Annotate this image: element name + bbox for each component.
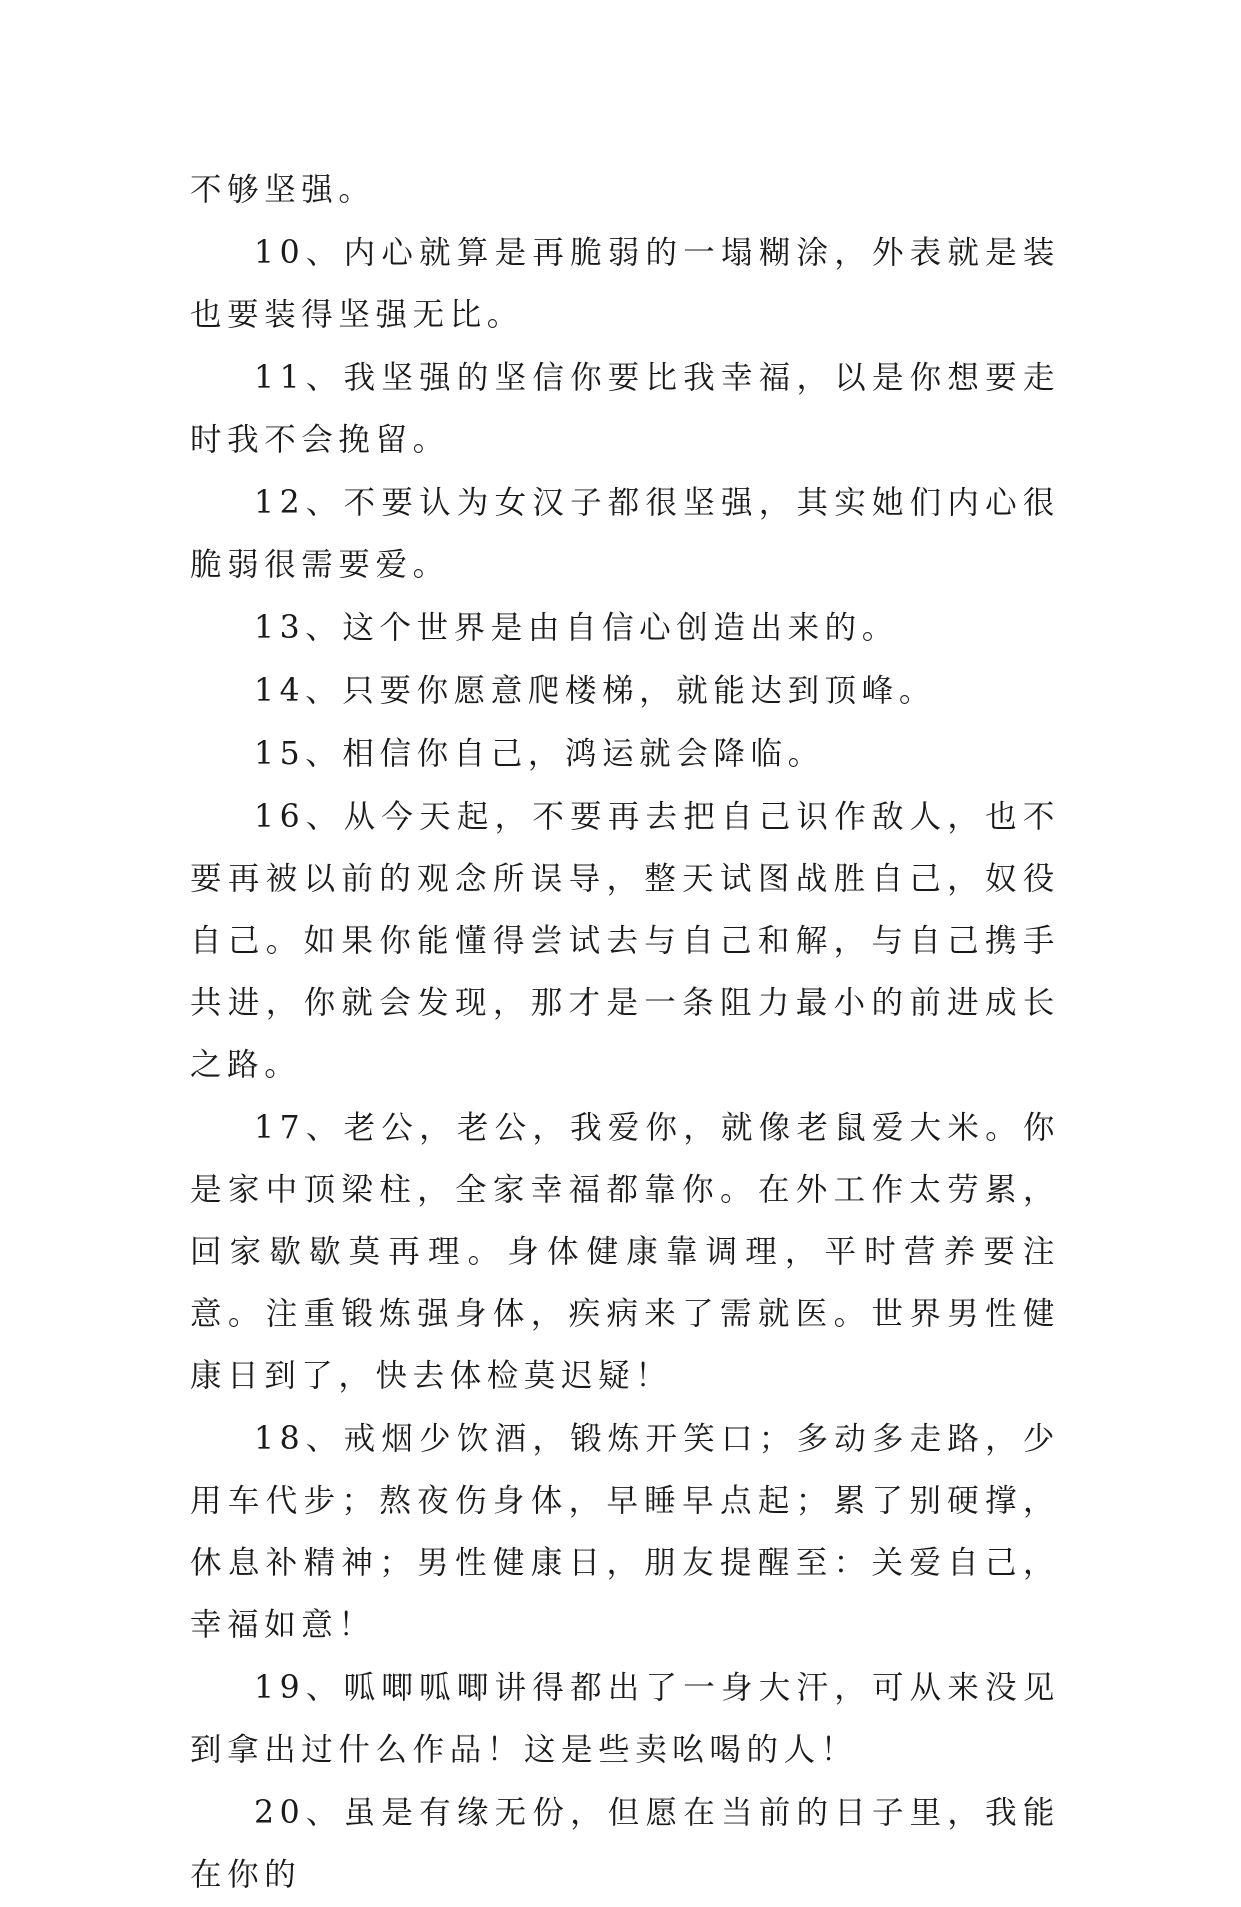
paragraph-item-17: 17、老公，老公，我爱你，就像老鼠爱大米。你是家中顶梁柱，全家幸福都靠你。在外工作太劳累，回家歇歇莫再理。身体健康靠调理，平时营养要注意。注重锻炼强身体，疾病来了需就医。世界男性健康日到了，快去体检莫迟疑！ <box>190 1110 1060 1394</box>
document-body <box>190 159 1060 1907</box>
paragraph-item-18: 18、戒烟少饮酒，锻炼开笑口；多动多走路，少用车代步；熬夜伤身体，早睡早点起；累了别硬撑，休息补精神；男性健康日，朋友提醒至：关爱自己，幸福如意！ <box>190 1421 1060 1643</box>
paragraph-continuation: 不够坚强。 <box>190 172 376 208</box>
paragraph-item-12: 12、不要认为女汉子都很坚强，其实她们内心很脆弱很需要爱。 <box>190 485 1060 583</box>
paragraph-item-15: 15、相信你自己，鸿运就会降临。 <box>254 736 825 772</box>
paragraph-item-19: 19、呱唧呱唧讲得都出了一身大汗，可从来没见到拿出过什么作品！这是些卖吆喝的人！ <box>190 1670 1060 1768</box>
paragraph-item-20: 20、虽是有缘无份，但愿在当前的日子里，我能在你的 <box>190 1795 1060 1893</box>
paragraph-item-11: 11、我坚强的坚信你要比我幸福，以是你想要走时我不会挽留。 <box>190 360 1060 458</box>
paragraph-item-14: 14、只要你愿意爬楼梯，就能达到顶峰。 <box>254 673 936 709</box>
paragraph-item-16: 16、从今天起，不要再去把自己识作敌人，也不要再被以前的观念所误导，整天试图战胜自己，奴役自己。如果你能懂得尝试去与自己和解，与自己携手共进，你就会发现，那才是一条阻力最小的前进成长之路。 <box>190 799 1060 1083</box>
paragraph-item-13: 13、这个世界是由自信心创造出来的。 <box>254 610 899 646</box>
paragraph-item-10: 10、内心就算是再脆弱的一塌糊涂，外表就是装也要装得坚强无比。 <box>190 235 1060 333</box>
